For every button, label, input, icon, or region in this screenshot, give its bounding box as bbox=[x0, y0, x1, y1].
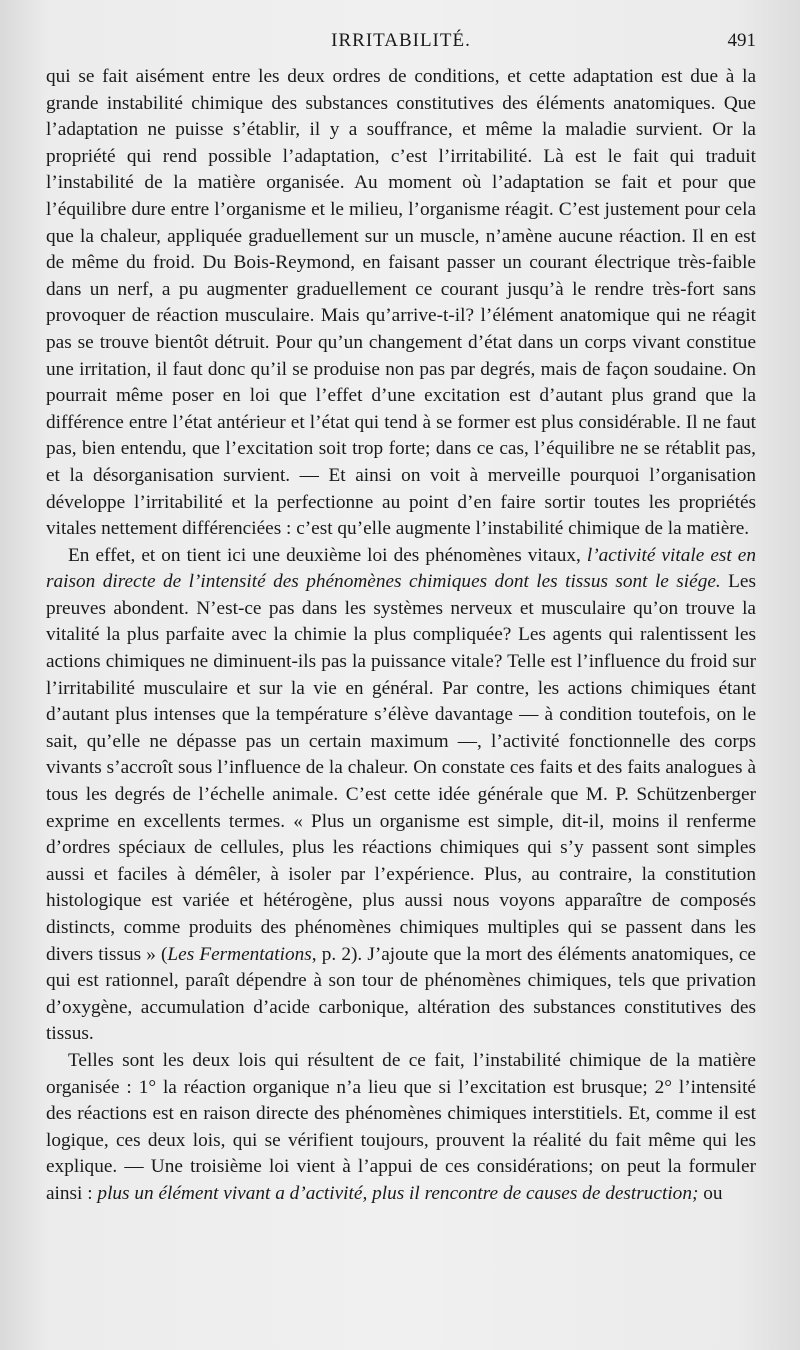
paragraph bbox=[46, 1048, 756, 1208]
running-head bbox=[46, 30, 756, 64]
text-run: , p. 2). J’ajoute que la mort des éléments anatomiques, ce qui est rationnel, paraît dépendre à son tour de phénomènes chimiques, tels que privation d’oxygène, accumulation d’acide carbonique, altération des substances constitutives des tissus. bbox=[46, 943, 756, 1045]
text-run: Les preuves abondent. N’est-ce pas dans les systèmes nerveux et musculaire qu’on trouve la vitalité la plus parfaite avec la chimie la plus compliquée? Les agents qui ralentissent les actions chimiques ne diminuent-ils pas la puissance vitale? Telle est l’influence du froid sur l’irritabilité musculaire et sur la vie en général. Par contre, les actions chimiques étant d’autant plus intenses que la température s’élève davantage — à condition toutefois, on le sait, qu’elle ne dépasse pas un certain maximum —, l’activité fonctionnelle des corps vivants s’accroît sous l’influence de la chaleur. On constate ces faits et des faits analogues à tous les degrés de l’échelle animale. C’est cette idée générale que M. P. Schützenberger exprime en excellents termes. « Plus un organisme est simple, dit-il, moins il renferme d’ordres spéciaux de cellules, plus les réactions chimiques qui s’y passent sont simples aussi et faciles à démêler, à isoler par l’expérience. Plus, au contraire, la constitution histologique est variée et hétérogène, plus aussi nous voyons apparaître de composés distincts, comme produits des phénomènes chimiques multiples qui se passent dans les divers tissus » ( bbox=[46, 571, 756, 965]
paragraph bbox=[46, 543, 756, 1048]
text-run: qui se fait aisément entre les deux ordres de conditions, et cette adaptation est due à la grande instabilité chimique des substances constitutives des éléments anatomiques. Que l’adaptation ne puisse s’établir, il y a souffrance, et même la maladie survient. Or la propriété qui rend possible l’adaptation, c’est l’irritabilité. Là est le fait qui traduit l’instabilité de la matière organisée. Au moment où l’adaptation se fait et pour que l’équilibre dure entre l’organisme et le milieu, l’organisme réagit. C’est justement pour cela que la chaleur, appliquée graduellement sur un muscle, n’amène aucune réaction. Il en est de même du froid. Du Bois-Reymond, en faisant passer un courant électrique très-faible dans un nerf, a pu augmenter graduellement ce courant jusqu’à le rendre très-fort sans provoquer de réaction musculaire. Mais qu’arrive-t-il? l’élément anatomique qui ne réagit pas se trouve bientôt détruit. Pour qu’un changement d’état dans un corps vivant constitue une irritation, il faut donc qu’il se produise non pas par degrés, mais de façon soudaine. On pourrait même poser en loi que l’effet d’une excitation est d’autant plus grand que la différence entre l’état antérieur et l’état qui tend à se former est plus considérable. Il ne faut pas, bien entendu, que l’excitation soit trop forte; dans ce cas, l’équilibre ne se rétablit pas, et la désorganisation survient. — Et ainsi on voit à merveille pourquoi l’organisation développe l’irritabilité et la perfectionne au point d’en faire sortir toutes les propriétés vitales nettement différenciées : c’est qu’elle augmente l’instabilité chimique de la matière. bbox=[46, 66, 756, 540]
text-run: En effet, et on tient ici une deuxième loi des phénomènes vitaux, bbox=[68, 544, 587, 566]
paragraph bbox=[46, 64, 756, 543]
page-number: 491 bbox=[727, 30, 756, 51]
running-title: IRRITABILITÉ. bbox=[331, 30, 471, 51]
text-run: Telles sont les deux lois qui résultent de ce fait, l’instabilité chimique de la matière organisée : 1° la réaction organique n’a lieu que si l’excitation est brusque; 2° l’intensité des réactions est en raison directe des phénomènes chimiques interstitiels. Et, comme il est logique, ces deux lois, qui se vérifient toujours, prouvent la réalité du fait même qui les explique. — Une troisième loi vient à l’appui de ces considérations; on peut la formuler ainsi : bbox=[46, 1049, 756, 1204]
italic-text: Les Fermentations bbox=[167, 943, 312, 965]
italic-text: plus un élément vivant a d’activité, plus il rencontre de causes de destruction; bbox=[97, 1182, 699, 1204]
italic-text: l’activité vitale est en raison directe de l’intensité des phénomènes chimiques dont les tissus sont le siége. bbox=[46, 544, 756, 593]
body-text bbox=[46, 64, 756, 1208]
text-run: ou bbox=[698, 1182, 723, 1204]
